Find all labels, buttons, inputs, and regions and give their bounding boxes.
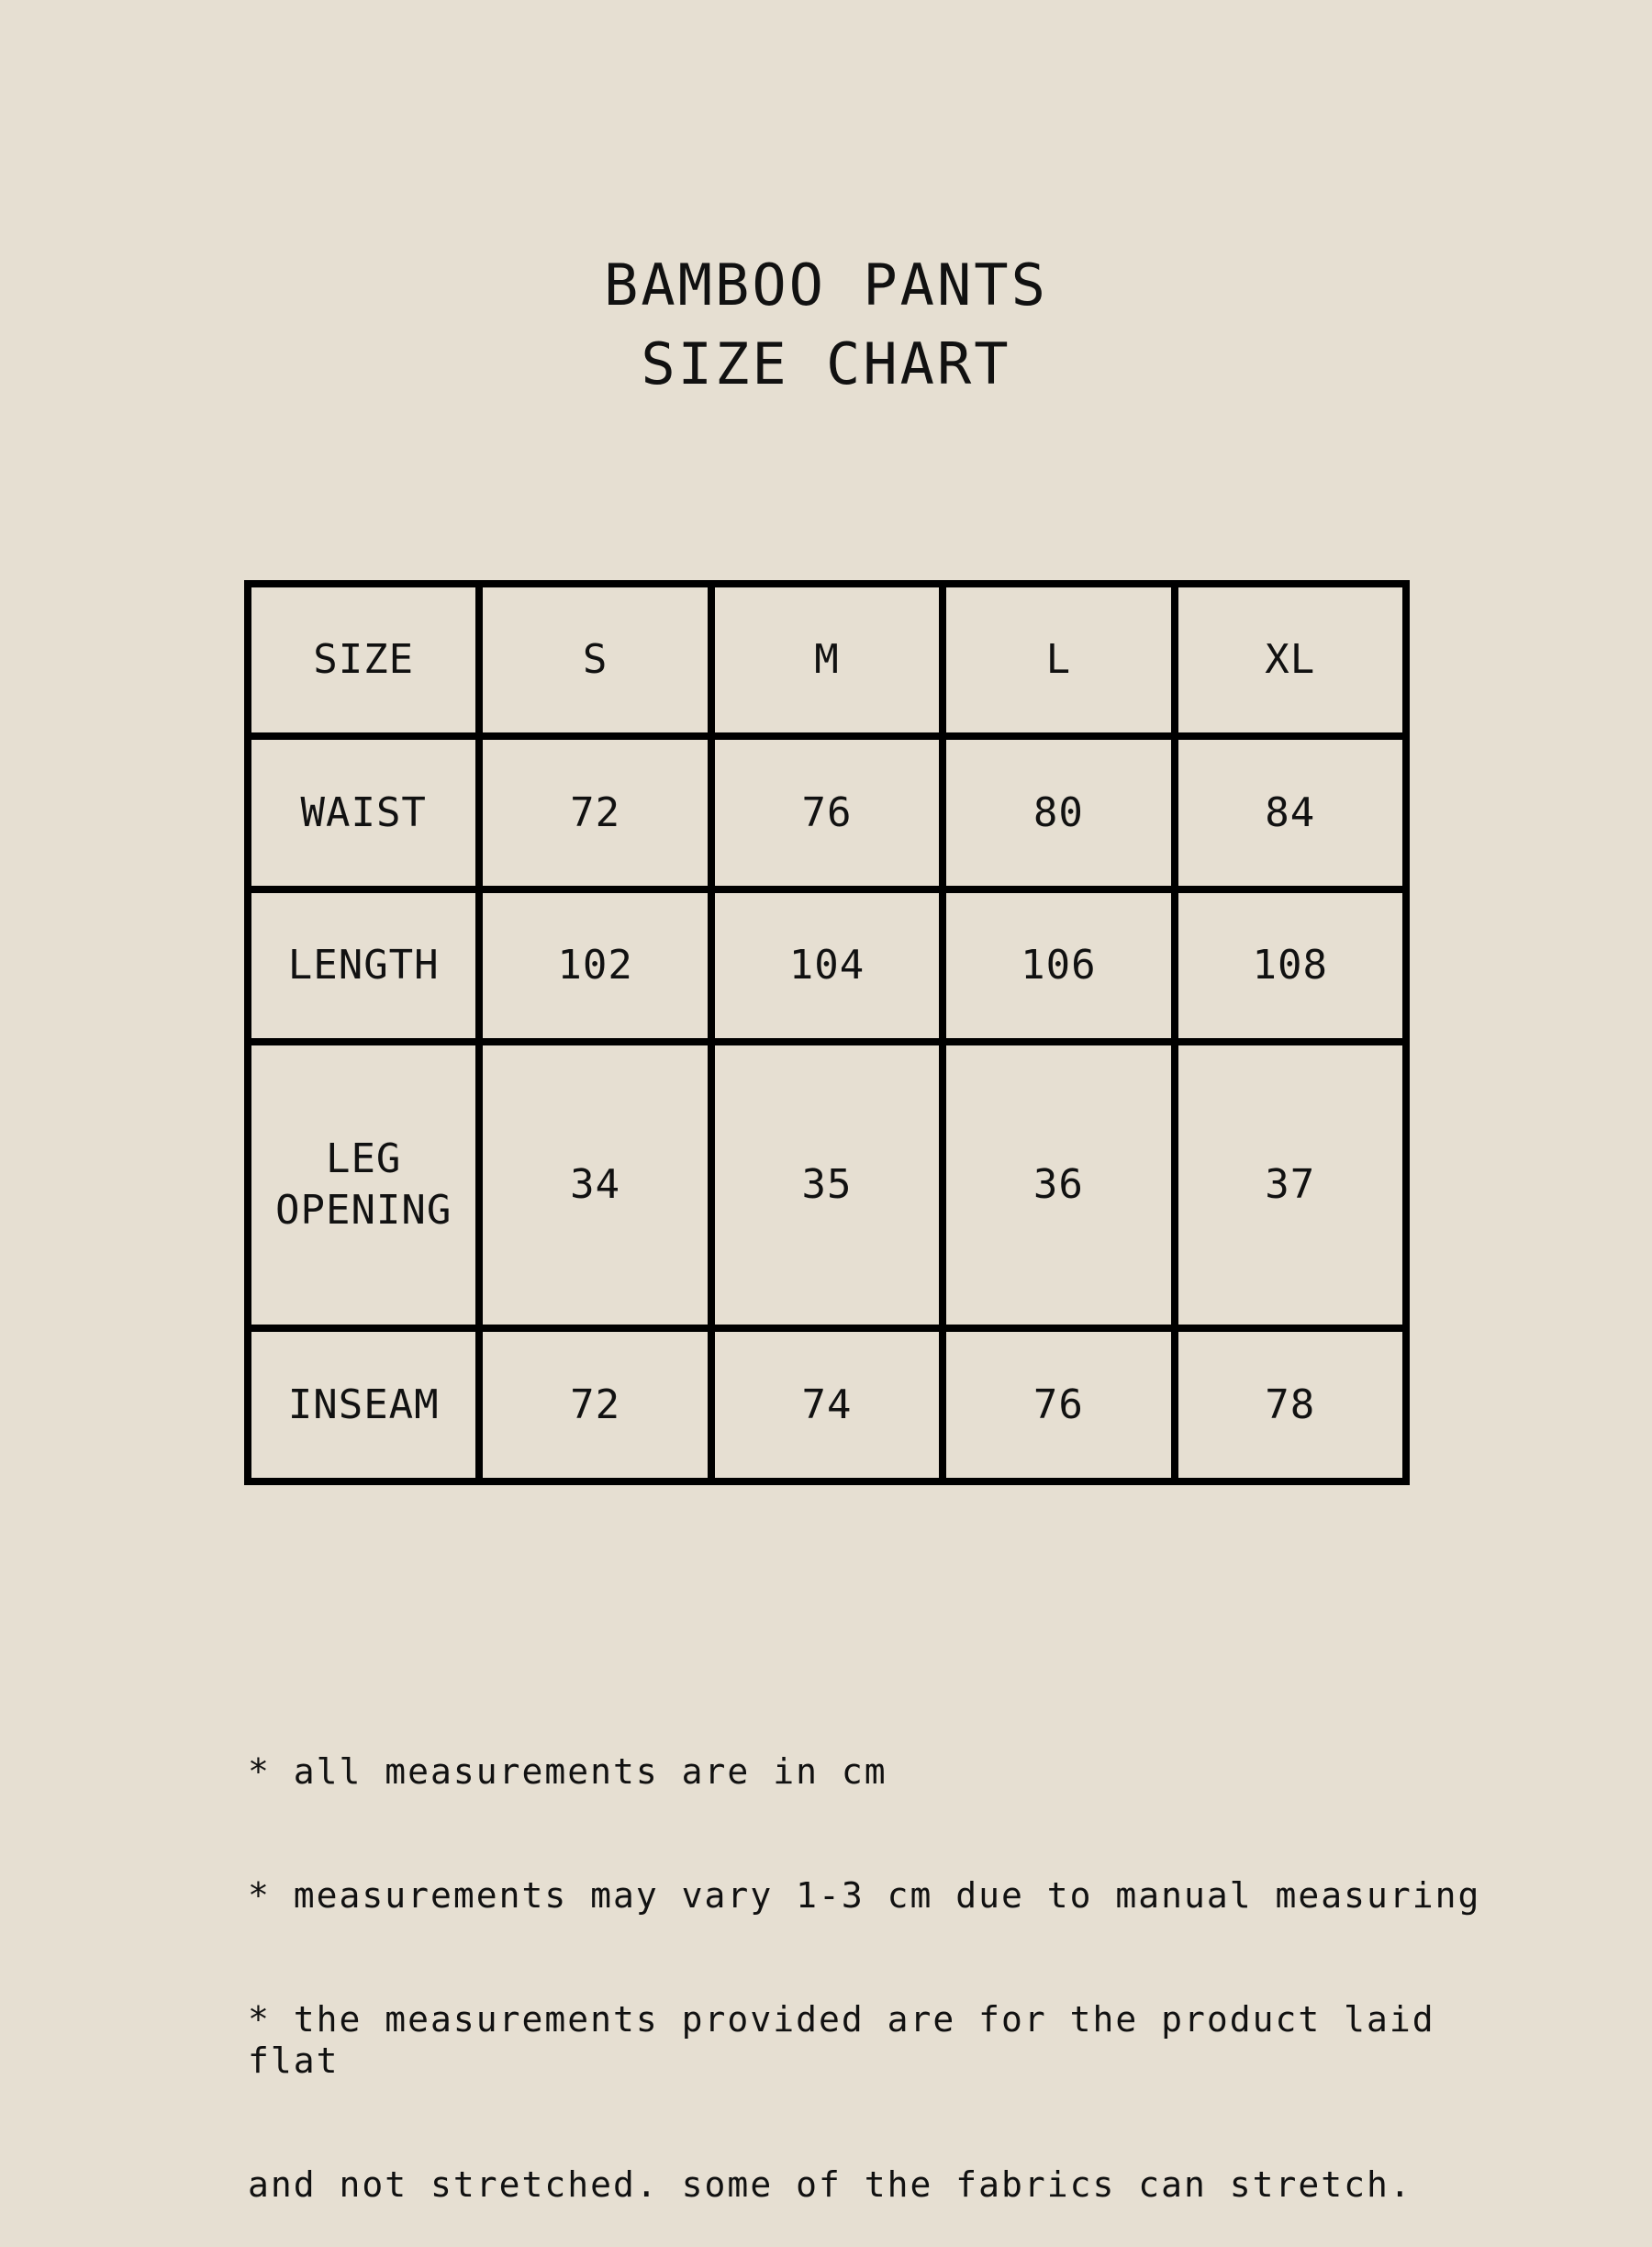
table-cell: 78 [1175,1328,1406,1481]
table-cell: 104 [711,889,943,1042]
table-cell: 34 [479,1042,710,1328]
table-cell: 106 [943,889,1174,1042]
header-cell-xl: XL [1175,584,1406,736]
table-row-leg-opening [248,1042,1406,1328]
table-cell: 74 [711,1328,943,1481]
note-line: * the measurements provided are for the product laid flat [248,1999,1458,2081]
row-label: INSEAM [248,1328,479,1481]
table-cell: 76 [943,1328,1174,1481]
note-line: * all measurements are in cm [248,1751,887,1792]
table-cell: 80 [943,736,1174,889]
measurement-notes [248,1669,1533,2247]
size-chart-table [244,580,1410,1485]
table-cell: 37 [1175,1042,1406,1328]
note-line: and not stretched. some of the fabrics can stretch. [248,2164,1412,2205]
table-cell: 36 [943,1042,1174,1328]
table-header-row [248,584,1406,736]
table-cell: 35 [711,1042,943,1328]
header-cell-s: S [479,584,710,736]
page-title [0,246,1652,404]
header-cell-size: SIZE [248,584,479,736]
table-cell: 72 [479,1328,710,1481]
note-line: * measurements may vary 1-3 cm due to manual measuring [248,1875,1481,1916]
row-label: LEG OPENING [248,1042,479,1328]
table-cell: 108 [1175,889,1406,1042]
table-cell: 84 [1175,736,1406,889]
table-cell: 102 [479,889,710,1042]
title-line-product: BAMBOO PANTS [604,252,1048,319]
title-line-chart: SIZE CHART [641,330,1011,397]
table-row-length [248,889,1406,1042]
row-label: WAIST [248,736,479,889]
table-cell: 72 [479,736,710,889]
table-row-inseam [248,1328,1406,1481]
header-cell-l: L [943,584,1174,736]
table-row-waist [248,736,1406,889]
header-cell-m: M [711,584,943,736]
table-cell: 76 [711,736,943,889]
row-label: LENGTH [248,889,479,1042]
